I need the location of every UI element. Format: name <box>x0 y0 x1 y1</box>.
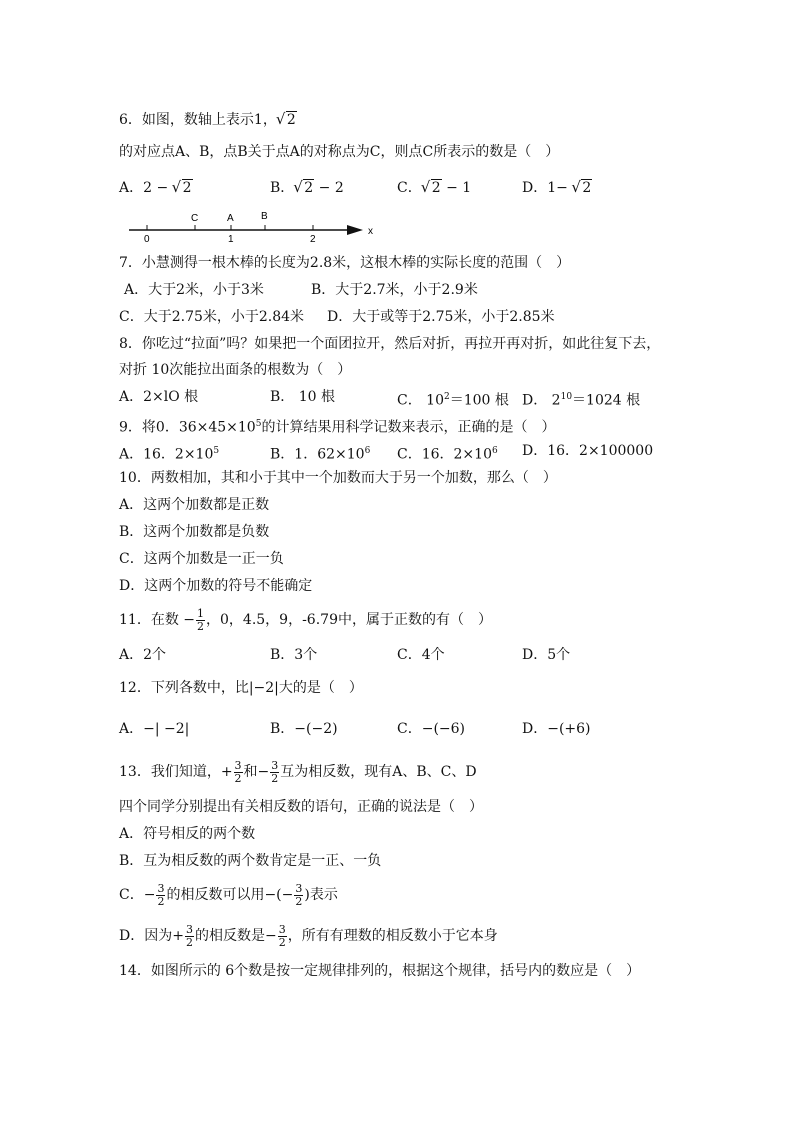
q11-option-a: A．2个 <box>119 647 167 663</box>
number-line-figure <box>125 208 385 248</box>
q7-option-b: B．大于2.7米，小于2.9米 <box>311 282 478 298</box>
q8-option-b: B． 10 根 <box>270 389 336 405</box>
q9-option-a: A．16．$2\times 10^5$ <box>119 446 220 463</box>
q6-option-a: A．2 − √ 2 <box>119 178 193 198</box>
q6-option-c: C．√ 2 − 1 <box>397 178 471 198</box>
q12-option-b: B．−(−2) <box>270 721 338 737</box>
q11-option-d: D．5个 <box>522 647 571 663</box>
q14-stem: 14．如图所示的 6个数是按一定规律排列的，根据这个规律，括号内的数应是（ ） <box>119 963 641 979</box>
q12-stem: 12．下列各数中，比|−2|大的是（ ） <box>119 680 363 696</box>
q9-option-b: B．1．$62\times 10^6$ <box>270 446 371 463</box>
label-c: C <box>191 213 199 224</box>
q11-option-c: C．4个 <box>397 647 445 663</box>
number-line-arrow <box>347 225 363 235</box>
tick-label-0: 0 <box>144 234 150 245</box>
q9-stem: 9．将0．$36\times 45\times 10^5$的计算结果用科学记数来表示，正确的是（ ） <box>119 419 556 436</box>
q10-option-b: B．这两个加数都是负数 <box>119 524 270 540</box>
q11-fraction: $\frac{1}{2}$ <box>197 606 204 633</box>
q11-stem: 11．在数 − $\frac{1}{2}$ ，0，4.5，9，-6.79中，属于正数的有（ ） <box>119 606 492 633</box>
q6-stem-line2: 的对应点A、B，点B关于点A的对称点为C，则点C所表示的数是（ ） <box>119 144 560 160</box>
tick-label-1: 1 <box>228 234 234 245</box>
q10-stem: 10．两数相加，其和小于其中一个加数而大于另一个加数，那么（ ） <box>119 470 557 486</box>
q7-option-c: C．大于2.75米，小于2.84米 <box>119 309 305 325</box>
q7-option-d: D．大于或等于2.75米，小于2.85米 <box>327 309 555 325</box>
label-a: A <box>227 213 234 224</box>
label-b: B <box>261 211 268 222</box>
q13-option-b: B．互为相反数的两个数肯定是一正、一负 <box>119 853 382 869</box>
q12-option-d: D．−(+6) <box>522 721 591 737</box>
q13-stem: 13．我们知道，+ $\frac{3}{2}$ 和− $\frac{3}{2}$ 互为相反数，现有A、B、C、D <box>119 758 477 785</box>
q12-option-a: A．−| −2| <box>119 721 190 737</box>
q8-stem-line1: 8．你吃过“拉面”吗？如果把一个面团拉开，然后对折，再拉开再对折，如此往复下去， <box>119 336 661 352</box>
q6-option-b: B．√ 2 − 2 <box>270 178 344 198</box>
axis-label-x: x <box>368 226 373 237</box>
q8-option-a: A．2×lO 根 <box>119 389 199 405</box>
q12-option-c: C．−(−6) <box>397 721 466 737</box>
q7-option-a: A．大于2米，小于3米 <box>124 282 264 298</box>
q8-stem-line2: 对折 10次能拉出面条的根数为（ ） <box>119 362 352 378</box>
q9-option-c: C．16．$2\times 10^6$ <box>397 446 498 463</box>
q10-option-a: A．这两个加数都是正数 <box>119 497 270 513</box>
q13-option-a: A．符号相反的两个数 <box>119 826 256 842</box>
q10-option-c: C．这两个加数是一正一负 <box>119 551 284 567</box>
q9-option-d: D．16．2×100000 <box>522 443 654 459</box>
q6-sqrt: √ 2 <box>277 110 297 130</box>
q13-stem-line2: 四个同学分别提出有关相反数的语句，正确的说法是（ ） <box>119 799 483 815</box>
q6-option-d: D．1− √ 2 <box>522 178 592 198</box>
q8-option-c: C． $10^2=100$ 根 <box>397 392 509 409</box>
q13-option-c: C．− $\frac{3}{2}$ 的相反数可以用−(− $\frac{3}{2}$ )表示 <box>119 881 338 908</box>
q7-stem: 7．小慧测得一根木棒的长度为2.8米，这根木棒的实际长度的范围（ ） <box>119 255 571 271</box>
q6-stem-text: 6．如图，数轴上表示1， <box>119 112 277 128</box>
q10-option-d: D．这两个加数的符号不能确定 <box>119 578 313 594</box>
tick-label-2: 2 <box>310 234 316 245</box>
q6-stem-line1 <box>119 110 297 130</box>
q13-option-d: D．因为+ $\frac{3}{2}$ 的相反数是− $\frac{3}{2}$ ，所有有理数的相反数小于它本身 <box>119 922 498 949</box>
q11-option-b: B．3个 <box>270 647 318 663</box>
q8-option-d: D． $2^{10}=1024$ 根 <box>522 392 641 409</box>
